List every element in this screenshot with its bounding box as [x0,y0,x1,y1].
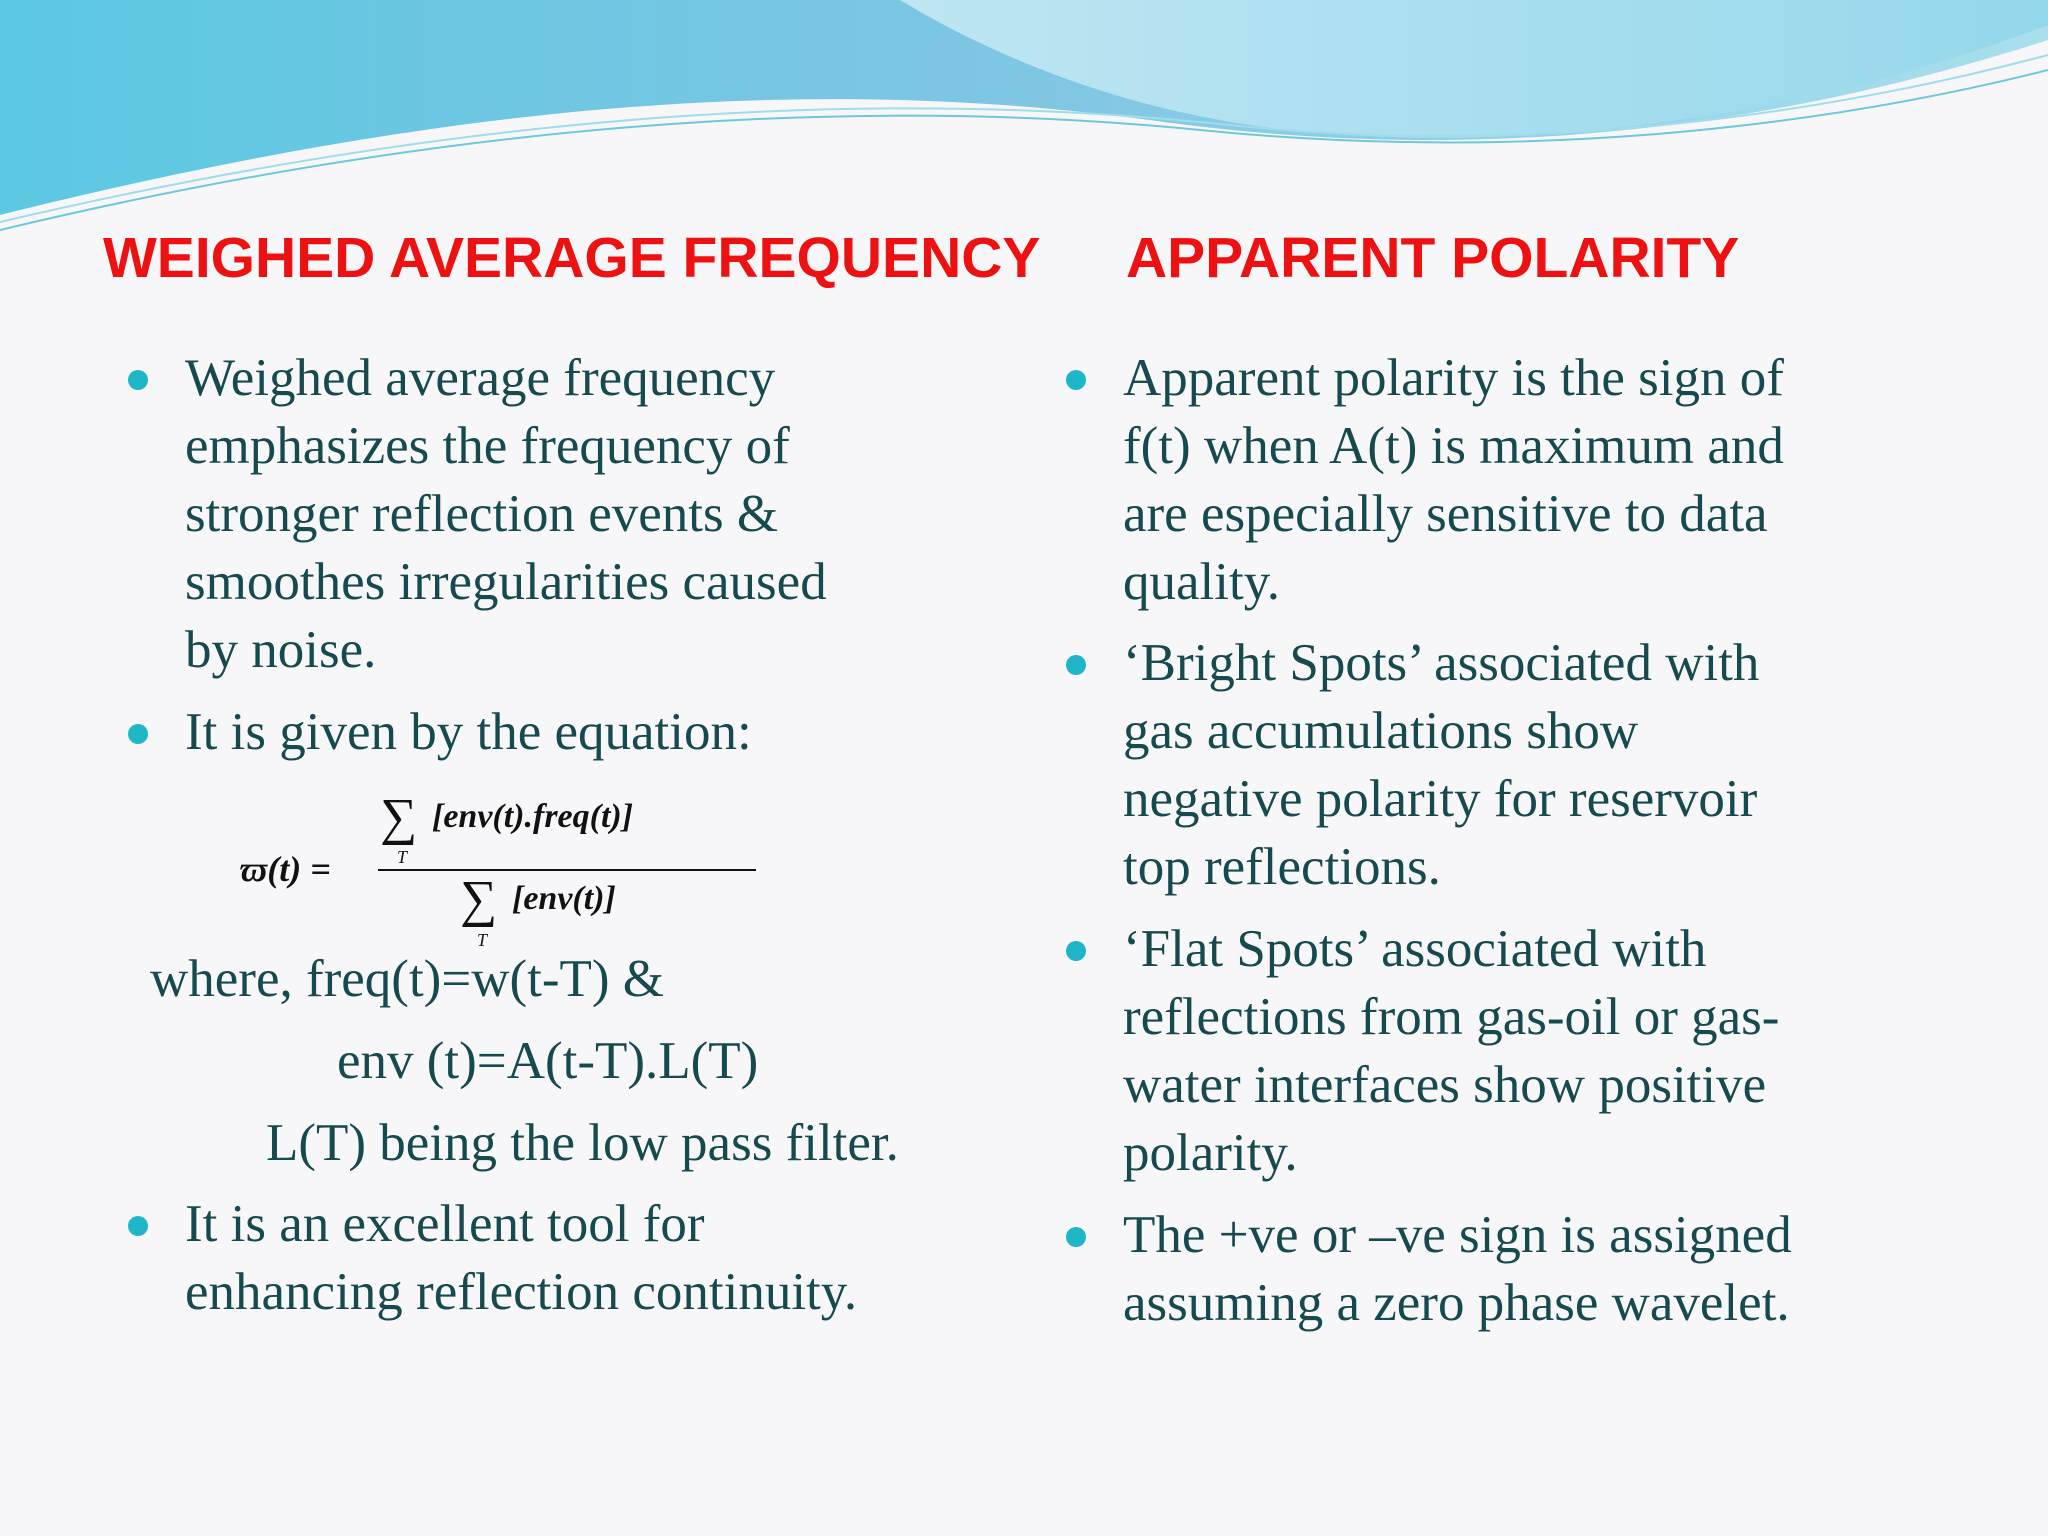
right-bullet-2-line: negative polarity for reservoir [1123,770,1758,828]
right-bullet-4 [1123,1201,1792,1337]
sigma-numerator-subscript: T [397,847,408,867]
where-line-3: L(T) being the low pass filter. [266,1114,899,1172]
left-bullet-1 [185,344,827,684]
right-bullet-3-line: water interfaces show positive [1123,1056,1767,1114]
bullet-dot-icon [1066,655,1086,675]
right-bullet-1 [1123,344,1784,616]
bullet-dot-icon [1066,370,1086,390]
left-bullet-2 [185,698,752,766]
bullet-dot-icon [128,1216,148,1236]
left-bullet-1-line: by noise. [185,621,377,679]
right-bullet-3-line: ‘Flat Spots’ associated with [1123,920,1707,978]
right-bullet-3-line: polarity. [1123,1124,1298,1182]
right-bullet-2-line: top reflections. [1123,838,1441,896]
right-bullet-3-line: reflections from gas-oil or gas- [1123,988,1780,1046]
left-bullet-1-line: Weighed average frequency [185,349,776,407]
left-bullet-2-text: It is given by the equation: [185,703,752,761]
equation-numerator: [env(t).freq(t)] [432,798,634,835]
right-bullet-4-line: The +ve or –ve sign is assigned [1123,1206,1792,1264]
left-bullet-1-line: smoothes irregularities caused [185,553,827,611]
right-bullet-3 [1123,915,1779,1187]
left-bullet-3 [185,1190,857,1326]
header-wave-decoration [0,0,2048,240]
right-bullet-1-line: quality. [1123,553,1281,611]
sigma-denominator-icon: ∑ [460,871,498,928]
sigma-denominator-subscript: T [477,930,488,950]
right-bullet-1-line: Apparent polarity is the sign of [1123,349,1784,407]
left-bullet-1-line: emphasizes the frequency of [185,417,790,475]
bullet-dot-icon [128,370,148,390]
right-bullet-1-line: are especially sensitive to data [1123,485,1768,543]
right-bullet-2 [1123,629,1759,901]
sigma-numerator-icon: ∑ [380,789,418,846]
left-bullet-1-line: stronger reflection events & [185,485,779,543]
equation-lhs: ϖ(t) = [240,849,331,889]
right-bullet-4-line: assuming a zero phase wavelet. [1123,1274,1790,1332]
where-line-2: env (t)=A(t-T).L(T) [337,1032,759,1090]
right-bullet-1-line: f(t) when A(t) is maximum and [1123,417,1784,475]
right-heading: APPARENT POLARITY [1126,226,1740,290]
left-heading: WEIGHED AVERAGE FREQUENCY [103,226,1041,290]
where-line-1: where, freq(t)=w(t-T) & [150,950,665,1008]
right-bullet-2-line: gas accumulations show [1123,702,1639,760]
left-bullet-3-line: enhancing reflection continuity. [185,1263,858,1321]
equation-denominator: [env(t)] [512,880,616,917]
left-bullet-3-line: It is an excellent tool for [185,1195,705,1253]
bullet-dot-icon [1066,1227,1086,1247]
fraction-bar [378,869,756,871]
right-bullet-2-line: ‘Bright Spots’ associated with [1123,634,1760,692]
bullet-dot-icon [1066,941,1086,961]
bullet-dot-icon [128,724,148,744]
